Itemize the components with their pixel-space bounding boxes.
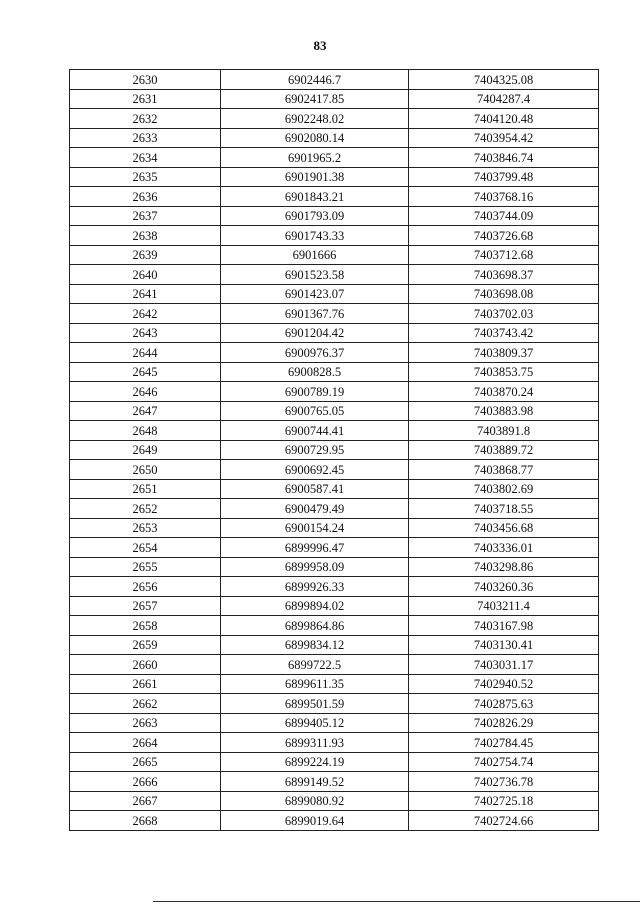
table-row: [70, 89, 599, 109]
y-coordinate-cell: 7403167.98: [409, 616, 599, 636]
x-coordinate-cell: 6899722.5: [221, 655, 409, 675]
table-row: [70, 479, 599, 499]
table-row: [70, 265, 599, 285]
table-row: [70, 577, 599, 597]
y-coordinate-cell: 7403853.75: [409, 362, 599, 382]
x-coordinate-cell: 6899611.35: [221, 674, 409, 694]
table-row: [70, 791, 599, 811]
table-row: [70, 596, 599, 616]
y-coordinate-cell: 7403031.17: [409, 655, 599, 675]
y-coordinate-cell: 7403130.41: [409, 635, 599, 655]
point-number-cell: 2654: [70, 538, 221, 558]
table-row: [70, 187, 599, 207]
y-coordinate-cell: 7403698.37: [409, 265, 599, 285]
point-number-cell: 2642: [70, 304, 221, 324]
point-number-cell: 2630: [70, 70, 221, 90]
table-row: [70, 421, 599, 441]
x-coordinate-cell: 6901666: [221, 245, 409, 265]
y-coordinate-cell: 7403802.69: [409, 479, 599, 499]
table-row: [70, 401, 599, 421]
point-number-cell: 2646: [70, 382, 221, 402]
x-coordinate-cell: 6900765.05: [221, 401, 409, 421]
x-coordinate-cell: 6902080.14: [221, 128, 409, 148]
point-number-cell: 2641: [70, 284, 221, 304]
page-number: 83: [313, 38, 327, 53]
point-number-cell: 2648: [70, 421, 221, 441]
point-number-cell: 2667: [70, 791, 221, 811]
x-coordinate-cell: 6900692.45: [221, 460, 409, 480]
table-row: [70, 109, 599, 129]
x-coordinate-cell: 6899864.86: [221, 616, 409, 636]
y-coordinate-cell: 7403211.4: [409, 596, 599, 616]
table-row: [70, 674, 599, 694]
y-coordinate-cell: 7402725.18: [409, 791, 599, 811]
table-row: [70, 343, 599, 363]
y-coordinate-cell: 7402940.52: [409, 674, 599, 694]
table-row: [70, 206, 599, 226]
table-row: [70, 694, 599, 714]
x-coordinate-cell: 6900744.41: [221, 421, 409, 441]
x-coordinate-cell: 6900789.19: [221, 382, 409, 402]
x-coordinate-cell: 6900154.24: [221, 518, 409, 538]
point-number-cell: 2632: [70, 109, 221, 129]
table-row: [70, 284, 599, 304]
point-number-cell: 2663: [70, 713, 221, 733]
coordinates-table: [69, 69, 599, 831]
coordinates-table-body: [70, 70, 599, 831]
point-number-cell: 2635: [70, 167, 221, 187]
y-coordinate-cell: 7402875.63: [409, 694, 599, 714]
y-coordinate-cell: 7403744.09: [409, 206, 599, 226]
point-number-cell: 2666: [70, 772, 221, 792]
point-number-cell: 2657: [70, 596, 221, 616]
x-coordinate-cell: 6899080.92: [221, 791, 409, 811]
y-coordinate-cell: 7403726.68: [409, 226, 599, 246]
point-number-cell: 2645: [70, 362, 221, 382]
y-coordinate-cell: 7403891.8: [409, 421, 599, 441]
table-row: [70, 128, 599, 148]
x-coordinate-cell: 6900976.37: [221, 343, 409, 363]
y-coordinate-cell: 7403712.68: [409, 245, 599, 265]
x-coordinate-cell: 6901901.38: [221, 167, 409, 187]
table-row: [70, 304, 599, 324]
point-number-cell: 2640: [70, 265, 221, 285]
x-coordinate-cell: 6899501.59: [221, 694, 409, 714]
y-coordinate-cell: 7402736.78: [409, 772, 599, 792]
y-coordinate-cell: 7404287.4: [409, 89, 599, 109]
point-number-cell: 2649: [70, 440, 221, 460]
point-number-cell: 2664: [70, 733, 221, 753]
x-coordinate-cell: 6899149.52: [221, 772, 409, 792]
table-row: [70, 518, 599, 538]
y-coordinate-cell: 7403336.01: [409, 538, 599, 558]
y-coordinate-cell: 7403298.86: [409, 557, 599, 577]
point-number-cell: 2636: [70, 187, 221, 207]
x-coordinate-cell: 6901843.21: [221, 187, 409, 207]
table-row: [70, 499, 599, 519]
table-row: [70, 616, 599, 636]
x-coordinate-cell: 6900729.95: [221, 440, 409, 460]
table-row: [70, 226, 599, 246]
point-number-cell: 2652: [70, 499, 221, 519]
table-row: [70, 811, 599, 831]
table-row: [70, 538, 599, 558]
x-coordinate-cell: 6901367.76: [221, 304, 409, 324]
y-coordinate-cell: 7403799.48: [409, 167, 599, 187]
bottom-rule: [153, 901, 640, 902]
x-coordinate-cell: 6899311.93: [221, 733, 409, 753]
y-coordinate-cell: 7403846.74: [409, 148, 599, 168]
x-coordinate-cell: 6901743.33: [221, 226, 409, 246]
x-coordinate-cell: 6899894.02: [221, 596, 409, 616]
y-coordinate-cell: 7403954.42: [409, 128, 599, 148]
x-coordinate-cell: 6899224.19: [221, 752, 409, 772]
x-coordinate-cell: 6901965.2: [221, 148, 409, 168]
x-coordinate-cell: 6901793.09: [221, 206, 409, 226]
x-coordinate-cell: 6901204.42: [221, 323, 409, 343]
y-coordinate-cell: 7403260.36: [409, 577, 599, 597]
table-row: [70, 752, 599, 772]
table-row: [70, 733, 599, 753]
y-coordinate-cell: 7402826.29: [409, 713, 599, 733]
x-coordinate-cell: 6899834.12: [221, 635, 409, 655]
y-coordinate-cell: 7403698.08: [409, 284, 599, 304]
table-row: [70, 323, 599, 343]
table-row: [70, 460, 599, 480]
table-row: [70, 440, 599, 460]
point-number-cell: 2655: [70, 557, 221, 577]
x-coordinate-cell: 6902248.02: [221, 109, 409, 129]
x-coordinate-cell: 6900479.49: [221, 499, 409, 519]
table-row: [70, 167, 599, 187]
x-coordinate-cell: 6899996.47: [221, 538, 409, 558]
point-number-cell: 2661: [70, 674, 221, 694]
x-coordinate-cell: 6899405.12: [221, 713, 409, 733]
x-coordinate-cell: 6899019.64: [221, 811, 409, 831]
point-number-cell: 2653: [70, 518, 221, 538]
y-coordinate-cell: 7403809.37: [409, 343, 599, 363]
point-number-cell: 2658: [70, 616, 221, 636]
x-coordinate-cell: 6900587.41: [221, 479, 409, 499]
point-number-cell: 2668: [70, 811, 221, 831]
table-row: [70, 772, 599, 792]
table-row: [70, 362, 599, 382]
point-number-cell: 2638: [70, 226, 221, 246]
table-row: [70, 245, 599, 265]
table-row: [70, 148, 599, 168]
y-coordinate-cell: 7404325.08: [409, 70, 599, 90]
y-coordinate-cell: 7403870.24: [409, 382, 599, 402]
x-coordinate-cell: 6900828.5: [221, 362, 409, 382]
x-coordinate-cell: 6901423.07: [221, 284, 409, 304]
y-coordinate-cell: 7403889.72: [409, 440, 599, 460]
y-coordinate-cell: 7403456.68: [409, 518, 599, 538]
point-number-cell: 2637: [70, 206, 221, 226]
table-row: [70, 70, 599, 90]
point-number-cell: 2634: [70, 148, 221, 168]
y-coordinate-cell: 7402724.66: [409, 811, 599, 831]
point-number-cell: 2656: [70, 577, 221, 597]
y-coordinate-cell: 7403883.98: [409, 401, 599, 421]
y-coordinate-cell: 7403868.77: [409, 460, 599, 480]
point-number-cell: 2631: [70, 89, 221, 109]
x-coordinate-cell: 6901523.58: [221, 265, 409, 285]
point-number-cell: 2643: [70, 323, 221, 343]
point-number-cell: 2639: [70, 245, 221, 265]
y-coordinate-cell: 7403718.55: [409, 499, 599, 519]
y-coordinate-cell: 7402784.45: [409, 733, 599, 753]
y-coordinate-cell: 7402754.74: [409, 752, 599, 772]
point-number-cell: 2650: [70, 460, 221, 480]
x-coordinate-cell: 6899926.33: [221, 577, 409, 597]
point-number-cell: 2665: [70, 752, 221, 772]
y-coordinate-cell: 7403768.16: [409, 187, 599, 207]
table-row: [70, 713, 599, 733]
x-coordinate-cell: 6902417.85: [221, 89, 409, 109]
table-row: [70, 557, 599, 577]
y-coordinate-cell: 7403702.03: [409, 304, 599, 324]
x-coordinate-cell: 6899958.09: [221, 557, 409, 577]
point-number-cell: 2660: [70, 655, 221, 675]
y-coordinate-cell: 7404120.48: [409, 109, 599, 129]
point-number-cell: 2659: [70, 635, 221, 655]
x-coordinate-cell: 6902446.7: [221, 70, 409, 90]
point-number-cell: 2647: [70, 401, 221, 421]
table-row: [70, 635, 599, 655]
point-number-cell: 2633: [70, 128, 221, 148]
table-row: [70, 655, 599, 675]
point-number-cell: 2651: [70, 479, 221, 499]
table-row: [70, 382, 599, 402]
point-number-cell: 2662: [70, 694, 221, 714]
point-number-cell: 2644: [70, 343, 221, 363]
y-coordinate-cell: 7403743.42: [409, 323, 599, 343]
